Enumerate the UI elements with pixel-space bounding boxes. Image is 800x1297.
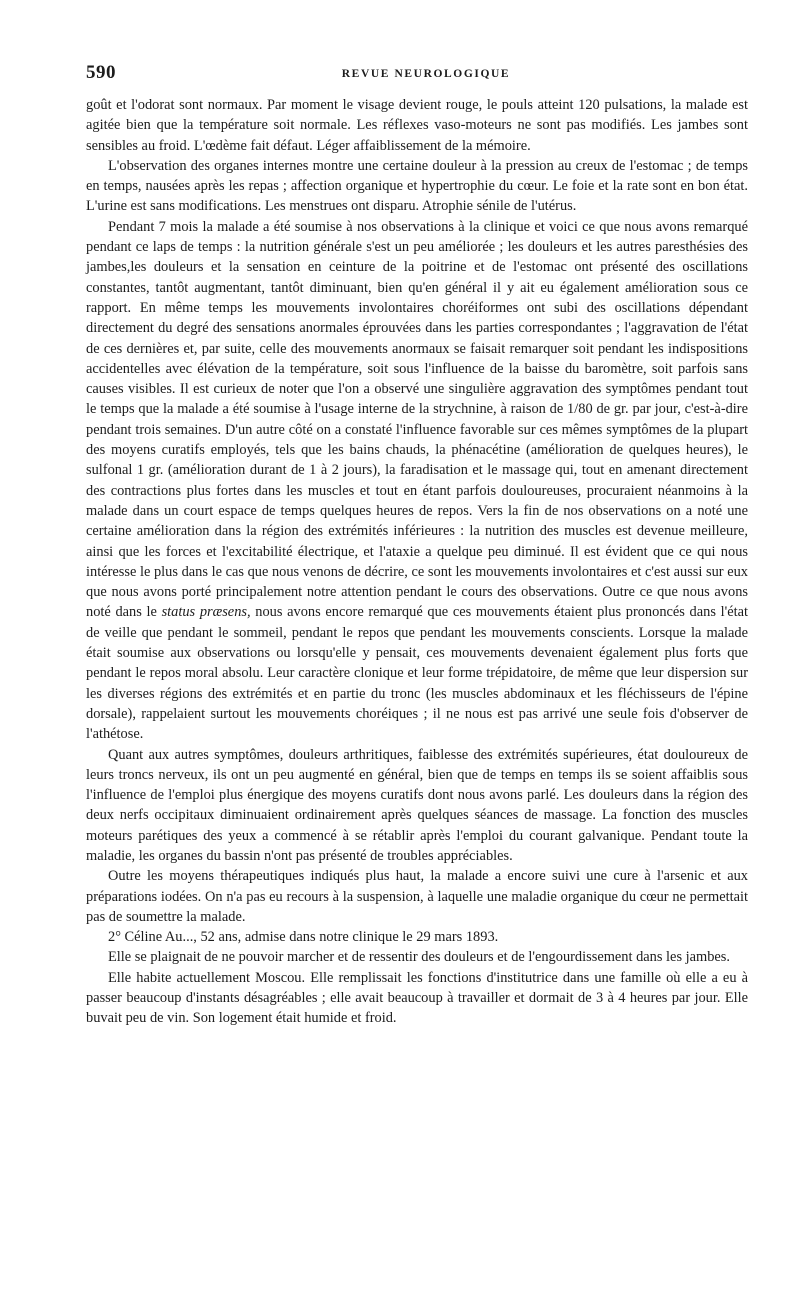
paragraph-2: L'observation des organes internes montre une certaine douleur à la pression au creux de l'estomac ; de temps en temps, nausées après les repas ; affection organique et hypertrophie du cœur. Le foie et la rate sont en bon état. L'urine est sans modifications. Les menstrues ont disparu. Atrophie sénile de l'utérus.	[86, 157, 748, 215]
body-text	[86, 95, 748, 1029]
paragraph-7: Elle se plaignait de ne pouvoir marcher et de ressentir des douleurs et de l'engourdissement dans les jambes.	[108, 949, 731, 966]
paragraph-1: goût et l'odorat sont normaux. Par moment le visage devient rouge, le pouls atteint 120 pulsations, la malade est agitée bien que la température soit normale. Les réflexes vaso-moteurs ne sont pas modifiés. Les jambes sont sensibles au froid. L'œdème fait défaut. Léger affaiblissement de la mémoire.	[86, 97, 748, 154]
journal-title: REVUE NEUROLOGIQUE	[341, 68, 511, 80]
paragraph-3-text: Pendant 7 mois la malade a été soumise à nos observations à la clinique et voici ce que nous avons remarqué pendant ce laps de temps : la nutrition générale s'est un peu améliorée ; les douleurs et les autres paresthésies des jambes,les douleurs et la sensation en ceinture de la poitrine et de l'estomac ont présenté des oscillations constantes, tantôt augmentant, tantôt diminuant, bien qu'en général il y ait eu également amélioration sous ce rapport. En même temps les mouvements involontaires choréiformes ont subi des oscillations dépendant directement du degré des sensations anormales éprouvées dans les parties correspondantes ; l'aggravation de l'état de ces dernières et, par suite, celle des mouvements anormaux se faisait remarquer soit pendant les indispositions accidentelles avec élévation de la température, soit sous l'influence de la baisse du baromètre, soit parfois sans causes visibles. Il est curieux de noter que l'on a observé une singulière aggravation des symptômes pendant tout le temps que la malade a été soumise à l'usage interne de la strychnine, à raison de 1/80 de gr. par jour, c'est-à-dire pendant trois semaines. D'un autre côté on a constaté l'influence favorable sur ces mêmes symptômes de la plupart des moyens curatifs employés, tels que les bains chauds, la phénacétine (amélioration de quelques heures), le sulfonal 1 gr. (amélioration durant de 1 à 2 jours), la faradisation et le massage qui, tout en amenant directement des contractions plus fortes dans les muscles et tout en étant parfois douloureuses, procuraient néanmoins à la malade dans un court espace de temps quelques heures de repos. Vers la fin de nos observations on a noté une certaine amélioration dans la région des extrémités inférieures : la nutrition des muscles est devenue meilleure, ainsi que les forces et l'excitabilité électrique, et l'ataxie a quelque peu diminué. Il est évident que ce qui nous intéresse le plus dans le cas que nous venons de décrire, ce sont les mouvements involontaires et c'est aussi sur eux que nous avons porté principalement notre attention pendant le cours des observations. Outre ce que nous avons noté dans le	[86, 218, 748, 621]
status-praesens-italic: status præsens,	[161, 604, 251, 621]
paragraph-5: Outre les moyens thérapeutiques indiqués plus haut, la malade a encore suivi une cure à l'arsenic et aux préparations iodées. On n'a pas eu recours à la suspension, à laquelle une maladie organique du cœur ne permettait pas de soumettre la malade.	[86, 868, 748, 925]
paragraph-4: Quant aux autres symptômes, douleurs arthritiques, faiblesse des extrémités supérieures, état douloureux de leurs troncs nerveux, ils ont un peu augmenté en général, bien que de temps en temps ils se soient affaiblis sous l'influence de l'emploi plus énergique des moyens curatifs dont nous avons parlé. Les douleurs dans la région des deux nerfs occipitaux diminuaient ordinairement après quelques séances de massage. La fonction des muscles moteurs parétiques des yeux a commencé à se rétablir après l'emploi du courant galvanique. Pendant toute la maladie, les organes du bassin n'ont pas présenté de troubles appréciables.	[86, 746, 748, 864]
running-head	[86, 62, 746, 86]
paragraph-3-continued: nous avons encore remarqué que ces mouvements étaient plus prononcés dans l'état de veille que pendant le sommeil, pendant le repos que pendant les mouvements conscients. Lorsque la malade était soumise aux observations ou lorsqu'elle y pensait, ces mouvements devenaient également plus forts que pendant le repos moral absolu. Leur caractère clonique et leur forme trépidatoire, de même que leur dispersion sur les diverses régions des extrémités et en partie du tronc (les muscles abdominaux et les fléchisseurs de l'épine dorsale), rappelaient surtout les mouvements choréiques ; il ne nous est pas arrivé une seule fois d'observer de l'athétose.	[86, 604, 748, 743]
paragraph-3	[86, 217, 748, 745]
page-number: 590	[86, 62, 116, 83]
paragraph-8: Elle habite actuellement Moscou. Elle remplissait les fonctions d'institutrice dans une famille où elle a eu à passer beaucoup d'instants désagréables ; elle avait beaucoup à travailler et dormait de 3 à 4 heures par jour. Elle buvait peu de vin. Son logement était humide et froid.	[86, 969, 748, 1027]
paragraph-6: 2° Céline Au..., 52 ans, admise dans notre clinique le 29 mars 1893.	[108, 929, 499, 946]
